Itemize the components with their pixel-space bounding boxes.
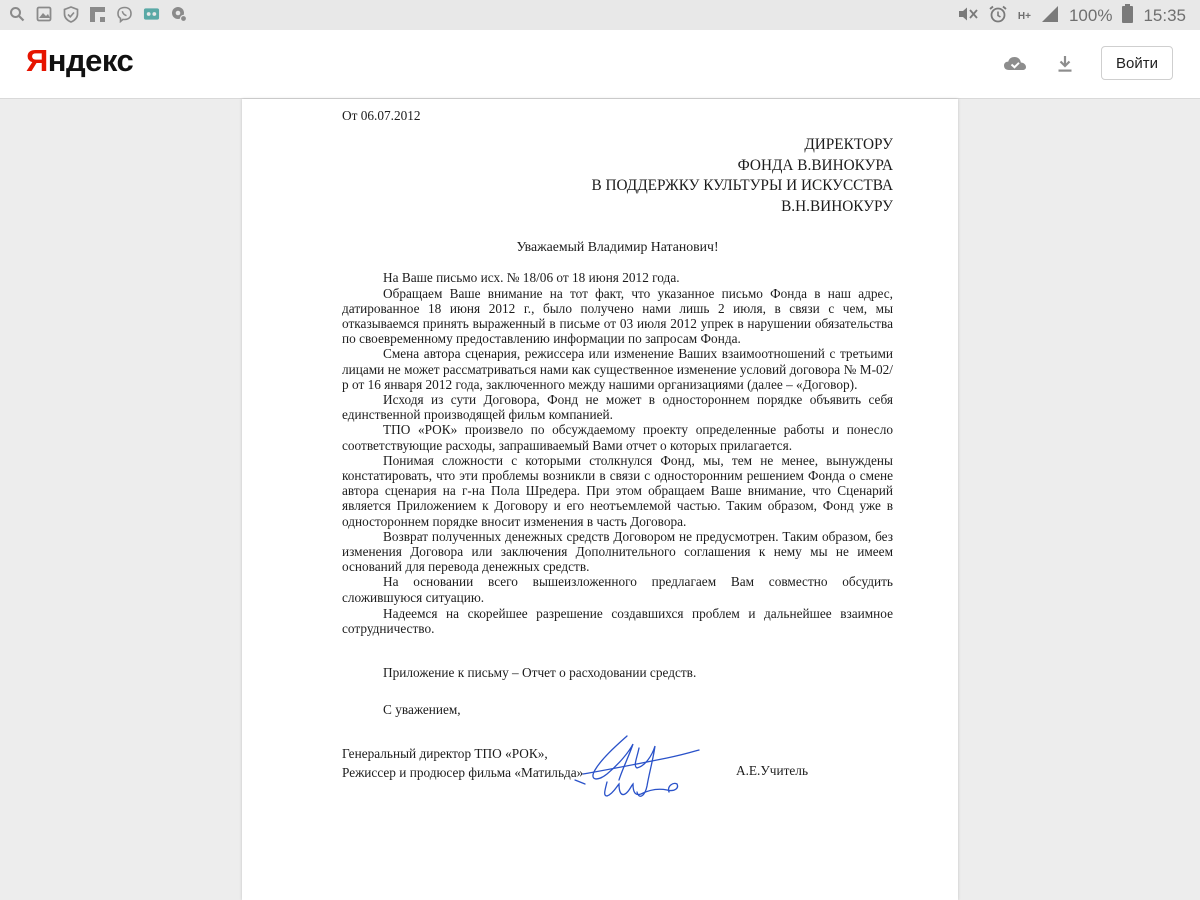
signal-icon bbox=[1041, 5, 1059, 28]
clock: 15:35 bbox=[1143, 6, 1186, 25]
login-button[interactable]: Войти bbox=[1101, 46, 1173, 80]
body-paragraph: ТПО «РОК» произвело по обсуждаемому проекту определенные работы и понесло соответствующие расходы, запрашиваемый Вами отчет о которых прилагается. bbox=[342, 422, 893, 453]
body-paragraph: Исходя из сути Договора, Фонд не может в одностороннем порядке объявить себя единственной производящей фильм компанией. bbox=[342, 392, 893, 423]
signature-block bbox=[342, 744, 893, 784]
signatory-title: Режиссер и продюсер фильма «Матильда» bbox=[342, 764, 584, 780]
viber-icon bbox=[116, 5, 133, 23]
system-status bbox=[958, 4, 1186, 28]
cloud-save-icon[interactable] bbox=[1001, 50, 1029, 78]
salutation: Уважаемый Владимир Натанович! bbox=[516, 239, 719, 255]
battery-icon bbox=[1122, 4, 1133, 28]
attachment-note: Приложение к письму – Отчет о расходовании средств. bbox=[383, 665, 697, 681]
body-paragraph: Понимая сложности с которыми столкнулся Фонд, мы, тем не менее, вынуждены констатировать, что эти проблемы возникли в связи с односторонним решением Фонда о смене автора сценария на г-на Пола Шредера. При этом обращаем Ваше внимание, что Сценарий является Приложением к Договору и его неотъемлемой частью. Таким образом, Фонд уже в одностороннем порядке вносит изменения в часть Договора. bbox=[342, 452, 893, 529]
closing: С уважением, bbox=[383, 702, 461, 718]
body-paragraph: Надеемся на скорейшее разрешение создавшихся проблем и дальнейшее взаимное сотрудничество. bbox=[342, 605, 893, 637]
signatory-name: А.Е.Учитель bbox=[736, 762, 809, 778]
document-page bbox=[242, 99, 958, 900]
shield-icon bbox=[62, 5, 79, 23]
status-bar bbox=[0, 0, 1200, 30]
logo-first-letter: Я bbox=[26, 43, 48, 78]
body-paragraph: На основании всего вышеизложенного предлагаем Вам совместно обсудить сложившуюся ситуацию. bbox=[342, 574, 893, 605]
alarm-icon bbox=[988, 5, 1008, 28]
letter-date: От 06.07.2012 bbox=[342, 108, 421, 123]
notification-icons bbox=[8, 5, 187, 23]
signatory-title: Генеральный директор ТПО «РОК», bbox=[342, 745, 548, 761]
handwritten-signature bbox=[567, 730, 757, 810]
addressee-line: ДИРЕКТОРУ bbox=[804, 136, 893, 154]
letter-body bbox=[342, 270, 893, 636]
addressee-line: ФОНДА В.ВИНОКУРА bbox=[737, 156, 893, 174]
settings-icon bbox=[170, 5, 187, 23]
body-paragraph: Смена автора сценария, режиссера или изменение Ваших взаимоотношений с третьими лицами не может рассматриваться нами как существенное изменение условий договора № М-02/р от 16 января 2012 года, заключенного между нашими организациями (далее – «Договор). bbox=[342, 346, 893, 392]
letter bbox=[342, 108, 893, 784]
search-icon bbox=[8, 5, 25, 23]
addressee-line: В ПОДДЕРЖКУ КУЛЬТУРЫ И ИСКУССТВА bbox=[591, 177, 893, 195]
yandex-logo[interactable] bbox=[26, 43, 133, 79]
addressee-block bbox=[342, 135, 893, 217]
network-type: H+ bbox=[1017, 10, 1031, 22]
mute-icon bbox=[958, 6, 978, 27]
body-paragraph: На Ваше письмо исх. № 18/06 от 18 июня 2012 года. bbox=[383, 270, 680, 286]
gallery-icon bbox=[35, 5, 52, 23]
body-paragraph: Возврат полученных денежных средств Договором не предусмотрен. Таким образом, без изменения Договора или заключения Дополнительного соглашения к нему мы не имеем оснований для перевода денежных средств. bbox=[342, 528, 893, 575]
download-icon[interactable] bbox=[1051, 50, 1079, 78]
battery-percent: 100% bbox=[1068, 6, 1113, 25]
flipboard-icon bbox=[89, 5, 106, 23]
browser-header bbox=[0, 30, 1200, 99]
addressee-line: В.Н.ВИНОКУРУ bbox=[781, 197, 893, 215]
game-icon bbox=[143, 5, 160, 23]
body-paragraph: Обращаем Ваше внимание на тот факт, что указанное письмо Фонда в наш адрес, датированное 18 июня 2012 г., было получено нами лишь 2 июля, в связи с чем, мы отказываемся принять выраженный в письме от 03 июля 2012 упрек в нарушении обязательства по своевременному предоставлению информации по запросам Фонда. bbox=[342, 285, 893, 347]
logo-rest: ндекс bbox=[47, 43, 134, 78]
